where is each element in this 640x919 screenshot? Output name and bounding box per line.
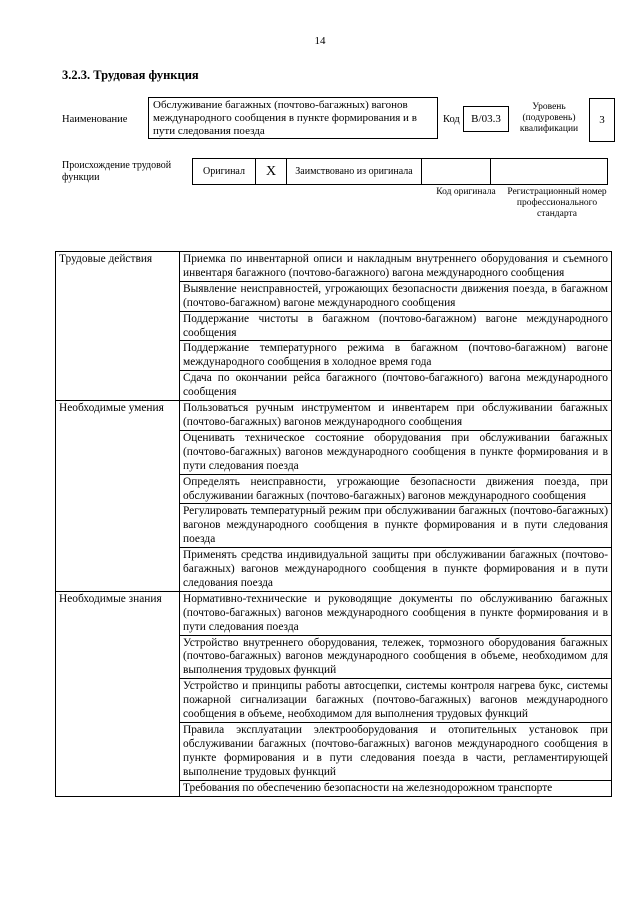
action-item: Сдача по окончании рейса багажного (почтово-багажного) вагона международного сообщения <box>180 371 612 401</box>
action-item: Поддержание температурного режима в багажном (почтово-багажном) вагоне международного сообщения в холодное время года <box>180 341 612 371</box>
function-name-box: Обслуживание багажных (почтово-багажных) вагонов международного сообщения в пункте формирования и в пути следования поезда <box>148 97 438 139</box>
origin-label: Происхождение трудовой функции <box>62 160 172 183</box>
registration-number-cell <box>490 158 608 185</box>
section-title: 3.2.3. Трудовая функция <box>62 68 199 82</box>
knowledge-item: Нормативно-технические и руководящие документы по обслуживанию багажных (почтово-багажных) вагонов международного сообщения в пункте формирования и в пути следования поезда <box>180 591 612 635</box>
name-label: Наименование <box>62 114 128 125</box>
knowledge-item: Правила эксплуатации электрооборудования и отопительных установок при обслуживании багажных (почтово-багажных) вагонов международного сообщения в пункте формирования и в пути следования поезда в части, регламентирующей выполнение трудовых функций <box>180 723 612 781</box>
skill-item: Регулировать температурный режим при обслуживании багажных (почтово-багажных) вагонов международного сообщения в пункте формирования и в пути следования поезда <box>180 504 612 548</box>
category-skills: Необходимые умения <box>56 401 180 592</box>
page-number: 14 <box>314 35 326 47</box>
knowledge-item: Устройство и принципы работы автосцепки, системы контроля нагрева букс, системы пожарной сигнализации багажных (почтово-багажных) вагонов международного сообщения в объеме, необходимом для выполнения трудовых функций <box>180 679 612 723</box>
origin-row <box>193 158 612 185</box>
skill-item: Определять неисправности, угрожающие безопасности движения поезда, при обслуживании багажных (почтово-багажных) вагонов международного сообщения <box>180 474 612 504</box>
skill-item: Пользоваться ручным инструментом и инвентарем при обслуживании багажных (почтово-багажных) вагонов международного сообщения <box>180 401 612 431</box>
registration-number-caption: Регистрационный номер профессионального стандарта <box>507 187 607 219</box>
function-table <box>55 251 612 797</box>
knowledge-item: Требования по обеспечению безопасности на железнодорожном транспорте <box>180 780 612 796</box>
knowledge-item: Устройство внутреннего оборудования, тележек, тормозного оборудования багажных (почтово-багажных) вагонов международного сообщения в объеме, необходимом для выполнения трудовых функций <box>180 635 612 679</box>
code-value-box: В/03.3 <box>463 106 509 132</box>
original-code-cell <box>421 158 491 185</box>
table-row <box>56 591 612 635</box>
original-mark-cell: X <box>255 158 287 185</box>
category-knowledge: Необходимые знания <box>56 591 180 796</box>
action-item: Поддержание чистоты в багажном (почтово-багажном) вагоне международного сообщения <box>180 311 612 341</box>
category-actions: Трудовые действия <box>56 252 180 401</box>
skill-item: Оценивать техническое состояние оборудования при обслуживании багажных (почтово-багажных) вагонов международного сообщения в пункте формирования и в пути следования поезда <box>180 430 612 474</box>
level-label: Уровень (подуровень) квалификации <box>519 102 579 134</box>
action-item: Выявление неисправностей, угрожающих безопасности движения поезда, в багажном (почтово-багажном) вагоне международного сообщения <box>180 281 612 311</box>
table-row <box>56 401 612 431</box>
original-code-caption: Код оригинала <box>436 187 496 197</box>
skill-item: Применять средства индивидуальной защиты при обслуживании багажных (почтово-багажных) вагонов международного сообщения в пункте формирования и в пути следования поезда <box>180 548 612 592</box>
table-row <box>56 252 612 282</box>
code-label: Код <box>443 114 460 125</box>
level-value-box: 3 <box>589 98 615 142</box>
borrowed-cell: Заимствовано из оригинала <box>286 158 422 185</box>
original-cell: Оригинал <box>192 158 256 185</box>
action-item: Приемка по инвентарной описи и накладным внутреннего оборудования и съемного инвентаря багажного (почтово-багажного) вагона международного сообщения <box>180 252 612 282</box>
